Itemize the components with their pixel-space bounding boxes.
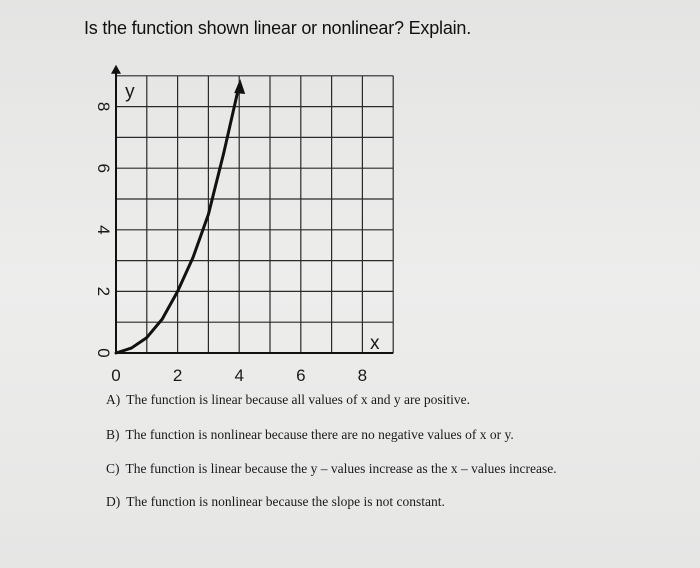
y-axis-arrow (111, 65, 121, 74)
grid-lines (116, 76, 393, 353)
choice-c-text: The function is linear because the y – values increase as the x – values increase. (125, 461, 557, 476)
choice-a[interactable] (106, 392, 470, 408)
curve-point (223, 152, 225, 154)
curve-arrow (234, 79, 245, 94)
choice-c-letter: C) (106, 461, 120, 476)
choice-c[interactable] (106, 461, 557, 477)
function-curve (115, 79, 245, 354)
choice-a-text: The function is linear because all values of x and y are positive. (126, 392, 471, 407)
curve-point (192, 257, 194, 259)
x-tick-label: 6 (296, 366, 306, 385)
y-axis-label: y (125, 81, 135, 103)
choice-d-letter: D) (106, 494, 121, 509)
choice-b-letter: B) (106, 427, 120, 442)
axes (111, 65, 393, 353)
choice-b[interactable] (106, 427, 514, 443)
curve-point (146, 337, 148, 339)
curve-point (131, 347, 133, 349)
tick-labels (94, 102, 367, 385)
choice-b-text: The function is nonlinear because there are no negative values of x or y. (125, 427, 514, 442)
y-tick-label: 0 (94, 348, 113, 358)
y-tick-label: 4 (94, 225, 113, 235)
x-tick-label: 4 (234, 366, 244, 385)
y-tick-label: 2 (94, 286, 113, 297)
y-tick-label: 6 (94, 163, 113, 173)
curve-point (238, 84, 240, 86)
curve-point (208, 214, 210, 216)
x-tick-label: 0 (111, 366, 121, 385)
x-axis-label: x (369, 333, 380, 354)
choice-d-text: The function is nonlinear because the slope is not constant. (126, 494, 445, 509)
curve-point (115, 352, 117, 354)
choice-d[interactable] (106, 494, 445, 510)
x-tick-label: 8 (357, 366, 368, 385)
question-text: Is the function shown linear or nonlinear? Explain. (84, 18, 472, 38)
curve-point (161, 318, 163, 320)
y-tick-label: 8 (94, 101, 113, 112)
choice-a-letter: A) (106, 392, 121, 407)
x-tick-label: 2 (172, 366, 183, 385)
curve-point (177, 291, 179, 293)
